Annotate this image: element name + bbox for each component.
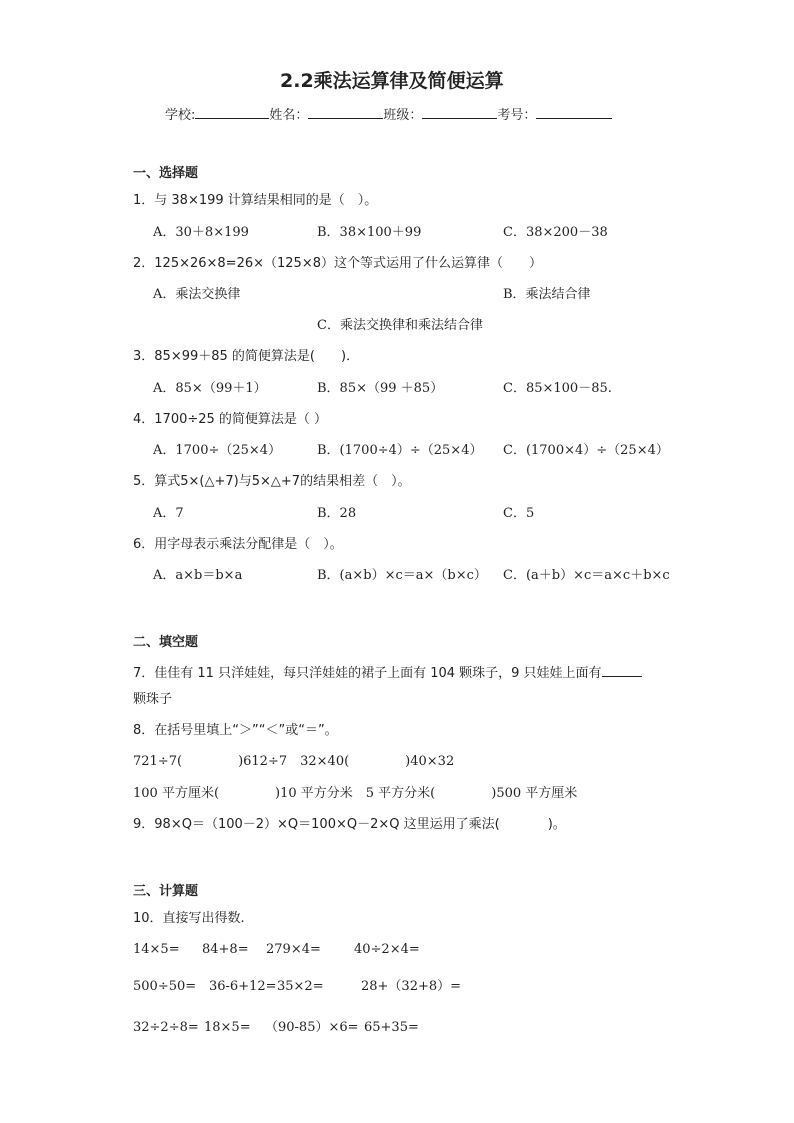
q8-l2-part-c: )500 平方厘米 <box>491 786 578 801</box>
q7-answer-blank[interactable] <box>602 662 642 677</box>
calc-item: 32÷2÷8= <box>133 1020 199 1035</box>
q6-option-c[interactable]: C．(a＋b）×c＝a×c＋b×c <box>503 568 670 583</box>
q6-option-b[interactable]: B．(a×b）×c＝a×（b×c） <box>317 568 487 583</box>
question-3: 3．85×99＋85 的简便算法是( )． <box>133 349 360 364</box>
calc-item: 35×2= <box>277 979 324 994</box>
question-6: 6．用字母表示乘法分配律是（ ）。 <box>133 537 343 552</box>
section-heading-calc: 三、计算题 <box>133 884 199 899</box>
student-info-line <box>165 104 612 124</box>
question-10: 10．直接写出得数. <box>133 911 245 926</box>
calc-item: 65+35= <box>364 1020 419 1035</box>
q3-option-c[interactable]: C．85×100－85. <box>503 381 612 396</box>
q3-option-a[interactable]: A．85×（99＋1） <box>153 381 267 396</box>
q6-option-a[interactable]: A．a×b＝b×a <box>153 568 243 583</box>
q2-option-c[interactable]: C．乘法交换律和乘法结合律 <box>317 318 483 333</box>
school-label: 学校: <box>165 108 196 123</box>
name-label: 姓名： <box>269 108 309 123</box>
question-2: 2．125×26×8=26×（125×8）这个等式运用了什么运算律（ ） <box>133 256 542 271</box>
calc-item: 84+8= <box>202 942 249 957</box>
question-5: 5．算式5×(△+7)与5×△+7的结果相差（ ）。 <box>133 474 411 489</box>
q7-text: 7．佳佳有 11 只洋娃娃，每只洋娃娃的裙子上面有 104 颗珠子，9 只娃娃上面有 <box>133 666 602 681</box>
question-1: 1．与 38×199 计算结果相同的是（ ）。 <box>133 193 378 208</box>
question-4: 4．1700÷25 的简便算法是（ ） <box>133 412 328 427</box>
question-7-line2: 颗珠子 <box>133 692 173 707</box>
q9-part-b: )。 <box>547 817 566 832</box>
name-blank[interactable] <box>308 104 383 119</box>
calc-item: 279×4= <box>266 942 321 957</box>
q3-option-b[interactable]: B．85×（99 ＋85） <box>317 381 444 396</box>
calc-item: 18×5= <box>204 1020 251 1035</box>
q8-l1-part-a: 721÷7( <box>133 754 183 769</box>
q1-option-c[interactable]: C．38×200－38 <box>503 225 608 240</box>
q8-l2-part-b: )10 平方分米 5 平方分米( <box>275 786 436 801</box>
calc-item: （90-85）×6= <box>265 1020 359 1035</box>
class-label: 班级： <box>383 108 423 123</box>
q4-option-a[interactable]: A．1700÷（25×4） <box>153 443 282 458</box>
calc-item: 28+（32+8）= <box>361 979 462 994</box>
q8-l1-part-b: )612÷7 32×40( <box>238 754 350 769</box>
calc-item: 40÷2×4= <box>354 942 420 957</box>
school-blank[interactable] <box>195 104 269 119</box>
number-blank[interactable] <box>536 104 612 119</box>
question-8: 8．在括号里填上“＞”“＜”或“＝”。 <box>133 723 338 738</box>
q5-option-c[interactable]: C．5 <box>503 506 535 521</box>
q5-option-b[interactable]: B．28 <box>317 506 357 521</box>
calc-item: 14×5= <box>133 942 180 957</box>
section-heading-fill: 二、填空题 <box>133 635 199 650</box>
number-label: 考号： <box>497 108 537 123</box>
section-heading-choice: 一、选择题 <box>133 166 199 181</box>
q8-line1 <box>133 754 454 770</box>
class-blank[interactable] <box>422 104 497 119</box>
q8-l2-part-a: 100 平方厘米( <box>133 786 220 801</box>
q2-option-b[interactable]: B．乘法结合律 <box>503 287 591 302</box>
page-title: 2.2乘法运算律及简便运算 <box>280 70 504 92</box>
calc-item: 36-6+12= <box>209 979 277 994</box>
q2-option-a[interactable]: A．乘法交换律 <box>153 287 241 302</box>
q1-option-a[interactable]: A．30＋8×199 <box>153 225 249 240</box>
calc-item: 500÷50= <box>133 979 197 994</box>
q4-option-b[interactable]: B．(1700÷4）÷（25×4） <box>317 443 483 458</box>
q4-option-c[interactable]: C．(1700×4）÷（25×4） <box>503 443 669 458</box>
q8-l1-part-c: )40×32 <box>405 754 455 769</box>
q5-option-a[interactable]: A．7 <box>153 506 184 521</box>
question-9 <box>133 817 566 833</box>
question-7-line1 <box>133 662 642 682</box>
q9-part-a: 9．98×Q＝（100－2）×Q＝100×Q－2×Q 这里运用了乘法( <box>133 817 500 832</box>
q8-line2 <box>133 786 577 802</box>
q1-option-b[interactable]: B．38×100＋99 <box>317 225 422 240</box>
